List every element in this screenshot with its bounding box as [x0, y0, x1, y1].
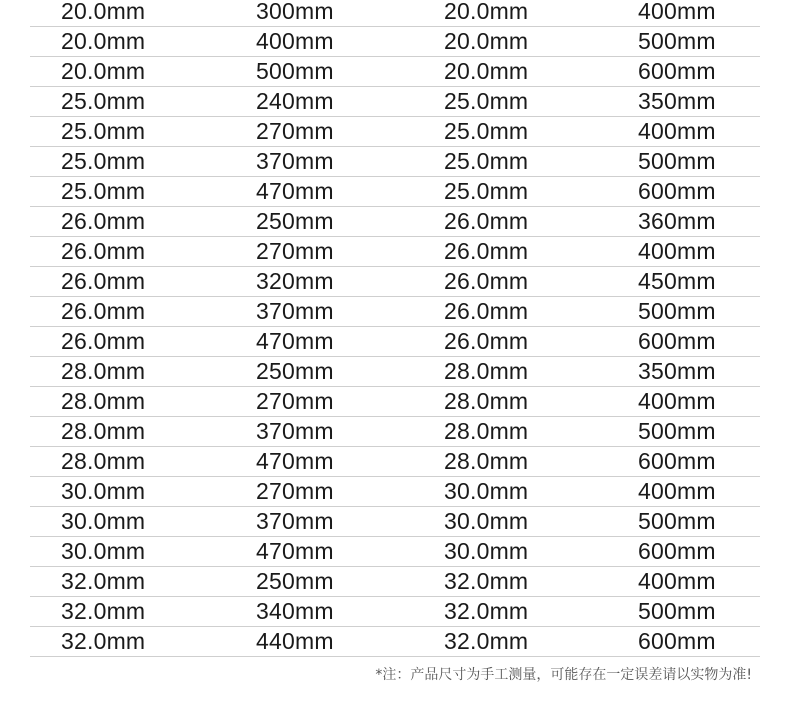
table-cell: 440mm: [256, 628, 334, 654]
table-cell: 30.0mm: [61, 478, 146, 504]
table-cell: 500mm: [256, 58, 334, 84]
table-cell: 28.0mm: [61, 418, 146, 444]
table-cell: 370mm: [256, 298, 334, 324]
table-cell: 500mm: [638, 598, 716, 624]
table-cell: 25.0mm: [61, 88, 146, 114]
table-cell: 300mm: [256, 0, 334, 24]
table-cell: 25.0mm: [444, 148, 529, 174]
table-row: [30, 597, 760, 627]
table-cell: 25.0mm: [61, 178, 146, 204]
table-cell: 26.0mm: [444, 268, 529, 294]
table-cell: 20.0mm: [61, 0, 146, 24]
table-cell: 600mm: [638, 58, 716, 84]
table-cell: 20.0mm: [444, 28, 529, 54]
table-row: [30, 327, 760, 357]
table-cell: 600mm: [638, 448, 716, 474]
table-cell: 28.0mm: [444, 418, 529, 444]
table-cell: 400mm: [638, 568, 716, 594]
table-cell: 470mm: [256, 538, 334, 564]
table-cell: 28.0mm: [61, 448, 146, 474]
table-cell: 500mm: [638, 28, 716, 54]
table-cell: 28.0mm: [444, 388, 529, 414]
table-cell: 470mm: [256, 448, 334, 474]
table-cell: 400mm: [638, 388, 716, 414]
table-cell: 470mm: [256, 178, 334, 204]
table-cell: 30.0mm: [444, 478, 529, 504]
table-cell: 26.0mm: [444, 208, 529, 234]
table-row: [30, 207, 760, 237]
table-cell: 30.0mm: [61, 538, 146, 564]
table-cell: 400mm: [256, 28, 334, 54]
table-row: [30, 357, 760, 387]
table-cell: 360mm: [638, 208, 716, 234]
table-cell: 32.0mm: [444, 598, 529, 624]
table-row: [30, 267, 760, 297]
table-row: [30, 507, 760, 537]
table-row: [30, 117, 760, 147]
table-cell: 470mm: [256, 328, 334, 354]
table-cell: 400mm: [638, 118, 716, 144]
table-cell: 25.0mm: [444, 88, 529, 114]
table-cell: 32.0mm: [444, 568, 529, 594]
table-cell: 30.0mm: [444, 508, 529, 534]
table-cell: 500mm: [638, 148, 716, 174]
table-cell: 26.0mm: [444, 298, 529, 324]
table-cell: 26.0mm: [61, 238, 146, 264]
table-row: [30, 297, 760, 327]
table-cell: 26.0mm: [61, 328, 146, 354]
table-cell: 400mm: [638, 238, 716, 264]
table-cell: 270mm: [256, 118, 334, 144]
table-cell: 500mm: [638, 508, 716, 534]
table-cell: 20.0mm: [444, 58, 529, 84]
table-row: [30, 477, 760, 507]
table-cell: 600mm: [638, 328, 716, 354]
table-cell: 26.0mm: [61, 208, 146, 234]
table-cell: 30.0mm: [61, 508, 146, 534]
table-cell: 270mm: [256, 478, 334, 504]
table-row: [30, 57, 760, 87]
table-cell: 600mm: [638, 628, 716, 654]
table-cell: 26.0mm: [61, 268, 146, 294]
table-cell: 26.0mm: [61, 298, 146, 324]
table-cell: 32.0mm: [444, 628, 529, 654]
table-cell: 28.0mm: [61, 388, 146, 414]
table-cell: 20.0mm: [61, 58, 146, 84]
table-cell: 250mm: [256, 568, 334, 594]
table-cell: 500mm: [638, 298, 716, 324]
table-cell: 28.0mm: [444, 448, 529, 474]
table-row: [30, 237, 760, 267]
table-cell: 600mm: [638, 178, 716, 204]
table-cell: 25.0mm: [61, 118, 146, 144]
table-cell: 250mm: [256, 358, 334, 384]
table-row: [30, 447, 760, 477]
table-row: [30, 537, 760, 567]
table-cell: 400mm: [638, 478, 716, 504]
size-spec-table: [30, 0, 760, 657]
table-cell: 26.0mm: [444, 238, 529, 264]
table-cell: 270mm: [256, 388, 334, 414]
table-cell: 240mm: [256, 88, 334, 114]
table-cell: 25.0mm: [444, 178, 529, 204]
table-cell: 30.0mm: [444, 538, 529, 564]
table-cell: 28.0mm: [444, 358, 529, 384]
table-cell: 370mm: [256, 508, 334, 534]
table-row: [30, 567, 760, 597]
table-cell: 20.0mm: [61, 28, 146, 54]
table-row: [30, 417, 760, 447]
table-cell: 25.0mm: [61, 148, 146, 174]
table-cell: 26.0mm: [444, 328, 529, 354]
table-cell: 450mm: [638, 268, 716, 294]
table-cell: 28.0mm: [61, 358, 146, 384]
table-cell: 370mm: [256, 418, 334, 444]
table-cell: 20.0mm: [444, 0, 529, 24]
table-cell: 500mm: [638, 418, 716, 444]
table-cell: 400mm: [638, 0, 716, 24]
table-cell: 340mm: [256, 598, 334, 624]
table-cell: 370mm: [256, 148, 334, 174]
table-cell: 320mm: [256, 268, 334, 294]
table-row: [30, 27, 760, 57]
table-cell: 270mm: [256, 238, 334, 264]
table-cell: 600mm: [638, 538, 716, 564]
table-cell: 25.0mm: [444, 118, 529, 144]
table-cell: 32.0mm: [61, 628, 146, 654]
table-row: [30, 177, 760, 207]
table-cell: 350mm: [638, 88, 716, 114]
table-row: [30, 0, 760, 27]
table-row: [30, 627, 760, 657]
measurement-footnote: *注：产品尺寸为手工测量，可能存在一定误差请以实物为准!: [375, 667, 752, 683]
table-row: [30, 387, 760, 417]
table-row: [30, 147, 760, 177]
table-cell: 250mm: [256, 208, 334, 234]
table-cell: 32.0mm: [61, 568, 146, 594]
table-cell: 32.0mm: [61, 598, 146, 624]
table-cell: 350mm: [638, 358, 716, 384]
table-row: [30, 87, 760, 117]
